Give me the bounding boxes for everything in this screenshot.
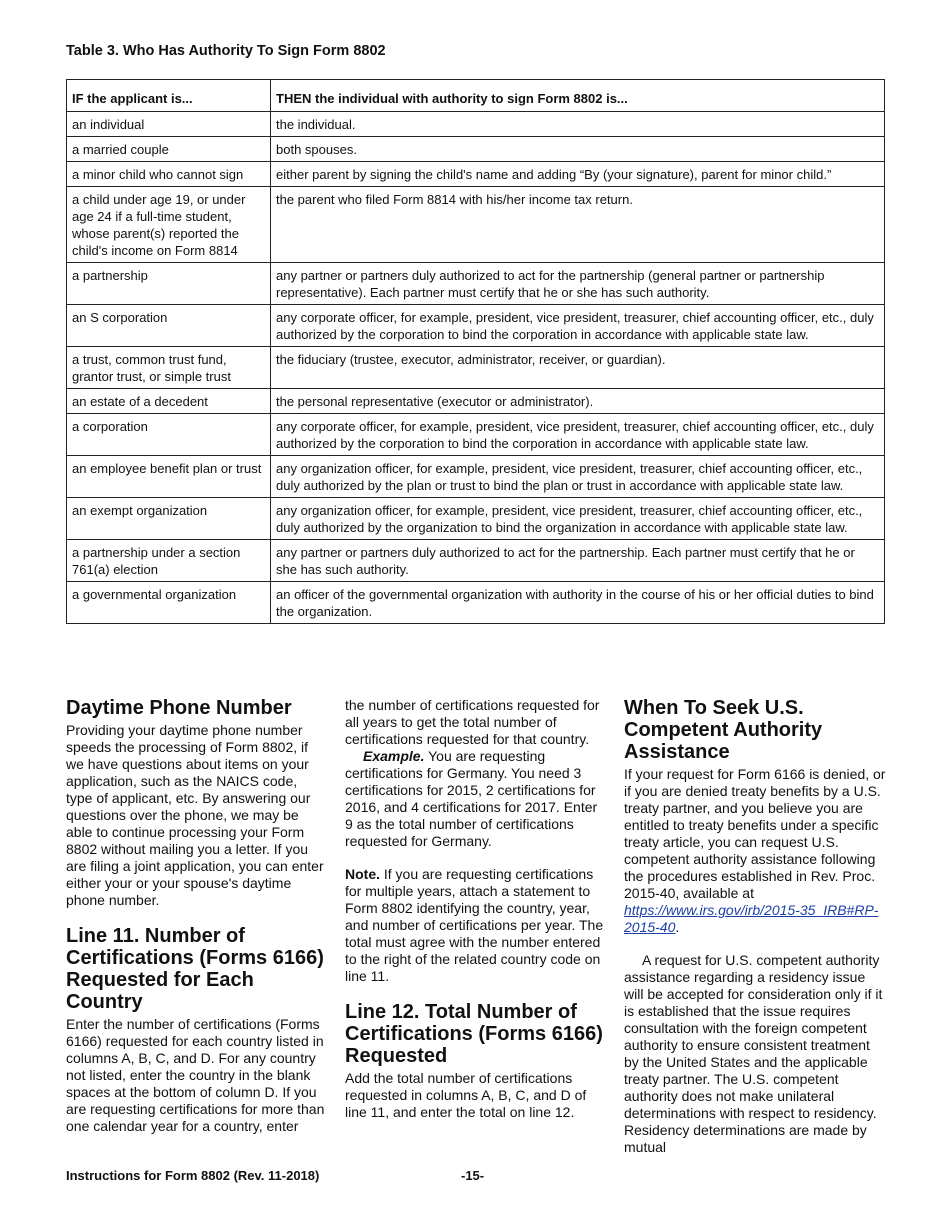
signer-cell: any corporate officer, for example, president, vice president, treasurer, chief accounting officer, etc., duly authorized by the corporation to bind the corporation in accordance with applicable state law. xyxy=(271,305,885,347)
header-signer: THEN the individual with authority to sign Form 8802 is... xyxy=(271,80,885,112)
table-row xyxy=(67,347,885,389)
line-11-continued-text: the number of certifications requested for all years to get the total number of certifications requested for that country. xyxy=(345,697,600,747)
applicant-cell: an individual xyxy=(67,112,271,137)
signer-cell: both spouses. xyxy=(271,137,885,162)
signer-cell: any corporate officer, for example, president, vice president, treasurer, chief accounting officer, etc., duly authorized by the corporation to bind the corporation in accordance with applicable state law. xyxy=(271,414,885,456)
signer-cell: the individual. xyxy=(271,112,885,137)
signer-cell: any organization officer, for example, president, vice president, treasurer, chief accounting officer, etc., duly authorized by the plan or trust to bind the plan or trust in accordance with applicable state law. xyxy=(271,456,885,498)
signer-cell: any partner or partners duly authorized to act for the partnership. Each partner must certify that he or she has such authority. xyxy=(271,540,885,582)
applicant-cell: a partnership under a section 761(a) election xyxy=(67,540,271,582)
note-text: If you are requesting certifications for multiple years, attach a statement to Form 8802 identifying the country, year, and number of certifications per year. The total must agree with the number entered to the right of the related country code on line 11. xyxy=(345,866,604,984)
signer-cell: any partner or partners duly authorized to act for the partnership (general partner or partnership representative). Each partner must certify that he or she has such authority. xyxy=(271,263,885,305)
competent-authority-text xyxy=(624,766,886,936)
table-row xyxy=(67,414,885,456)
table-body xyxy=(67,112,885,624)
column-2 xyxy=(345,697,607,1121)
period: . xyxy=(675,919,680,935)
applicant-cell: an estate of a decedent xyxy=(67,389,271,414)
line-11-text: Enter the number of certifications (Forms 6166) requested for each country listed in columns A, B, C, and D. For any country not listed, enter the country in the blank spaces at the bottom of column D. If you are requesting certifications for more than one calendar year for a country, enter xyxy=(66,1016,325,1134)
daytime-phone-text: Providing your daytime phone number speeds the processing of Form 8802, if we have questions about items on your application, such as the NAICS code, type of applicant, etc. By answering our questions over the phone, we may be able to continue processing your Form 8802 without mailing you a letter. If you are filing a joint application, you can enter either your or your spouse's daytime phone number. xyxy=(66,722,324,908)
signer-cell: either parent by signing the child's name and adding “By (your signature), parent for minor child.” xyxy=(271,162,885,187)
applicant-cell: a child under age 19, or under age 24 if a full-time student, whose parent(s) reported the child's income on Form 8814 xyxy=(67,187,271,263)
example-label: Example. xyxy=(363,748,425,764)
table-row xyxy=(67,187,885,263)
header-applicant: IF the applicant is... xyxy=(67,80,271,112)
table-row xyxy=(67,305,885,347)
signer-cell: the personal representative (executor or administrator). xyxy=(271,389,885,414)
applicant-cell: a married couple xyxy=(67,137,271,162)
daytime-phone-heading: Daytime Phone Number xyxy=(66,697,292,719)
table-row xyxy=(67,263,885,305)
page-number: -15- xyxy=(461,1168,485,1183)
table-header-row xyxy=(67,80,885,112)
applicant-cell: a partnership xyxy=(67,263,271,305)
table-row xyxy=(67,137,885,162)
applicant-cell: a minor child who cannot sign xyxy=(67,162,271,187)
footer-form-title: Instructions for Form 8802 (Rev. 11-2018) xyxy=(66,1168,320,1183)
line-12-text: Add the total number of certifications requested in columns A, B, C, and D of line 11, and enter the total on line 12. xyxy=(345,1070,587,1120)
signer-cell: the parent who filed Form 8814 with his/her income tax return. xyxy=(271,187,885,263)
signer-cell: an officer of the governmental organization with authority in the course of his or her official duties to bind the organization. xyxy=(271,582,885,624)
applicant-cell: an S corporation xyxy=(67,305,271,347)
competent-authority-heading: When To Seek U.S. Competent Authority Assistance xyxy=(624,697,823,763)
competent-authority-text-body: If your request for Form 6166 is denied, or if you are denied treaty benefits by a U.S. treaty partner, and you believe you are entitled to treaty benefits under a specific treaty article, you can request U.S. competent authority assistance following the procedures established in Rev. Proc. 2015-40, available at xyxy=(624,766,886,901)
example-paragraph xyxy=(345,748,607,850)
table-row xyxy=(67,582,885,624)
table-row xyxy=(67,389,885,414)
table-row xyxy=(67,162,885,187)
applicant-cell: a trust, common trust fund, grantor trust, or simple trust xyxy=(67,347,271,389)
applicant-cell: a governmental organization xyxy=(67,582,271,624)
example-text: You are requesting certifications for Germany. You need 3 certifications for 2015, 2 certifications for 2016, and 4 certifications for 2017. Enter 9 as the total number of certifications requested for Germany. xyxy=(345,748,598,849)
column-3 xyxy=(624,697,886,1156)
table-row xyxy=(67,498,885,540)
column-1 xyxy=(66,697,326,1135)
line-11-heading: Line 11. Number of Certifications (Forms 6166) Requested for Each Country xyxy=(66,925,324,1013)
residency-issue-text: A request for U.S. competent authority assistance regarding a residency issue will be accepted for consideration only if it is established that the issue requires consultation with the foreign competent authority to ensure consistent treatment by the United States and the applicable treaty partner. The U.S. competent authority does not make unilateral determinations with respect to residency. Residency determinations are made by mutual xyxy=(624,952,883,1155)
table-row xyxy=(67,540,885,582)
note-paragraph xyxy=(345,866,607,985)
note-label: Note. xyxy=(345,866,380,882)
line-12-heading: Line 12. Total Number of Certifications (Forms 6166) Requested xyxy=(345,1001,603,1067)
signer-cell: any organization officer, for example, president, vice president, treasurer, chief accounting officer, etc., duly authorized by the organization to bind the organization in accordance with applicable state law. xyxy=(271,498,885,540)
irs-rev-proc-link[interactable]: https://www.irs.gov/irb/2015-35_IRB#RP-2015-40 xyxy=(624,902,879,935)
applicant-cell: an exempt organization xyxy=(67,498,271,540)
table-row xyxy=(67,456,885,498)
signing-authority-table xyxy=(66,79,885,624)
table-row xyxy=(67,112,885,137)
applicant-cell: an employee benefit plan or trust xyxy=(67,456,271,498)
applicant-cell: a corporation xyxy=(67,414,271,456)
signer-cell: the fiduciary (trustee, executor, administrator, receiver, or guardian). xyxy=(271,347,885,389)
table-title: Table 3. Who Has Authority To Sign Form 8802 xyxy=(66,43,386,59)
